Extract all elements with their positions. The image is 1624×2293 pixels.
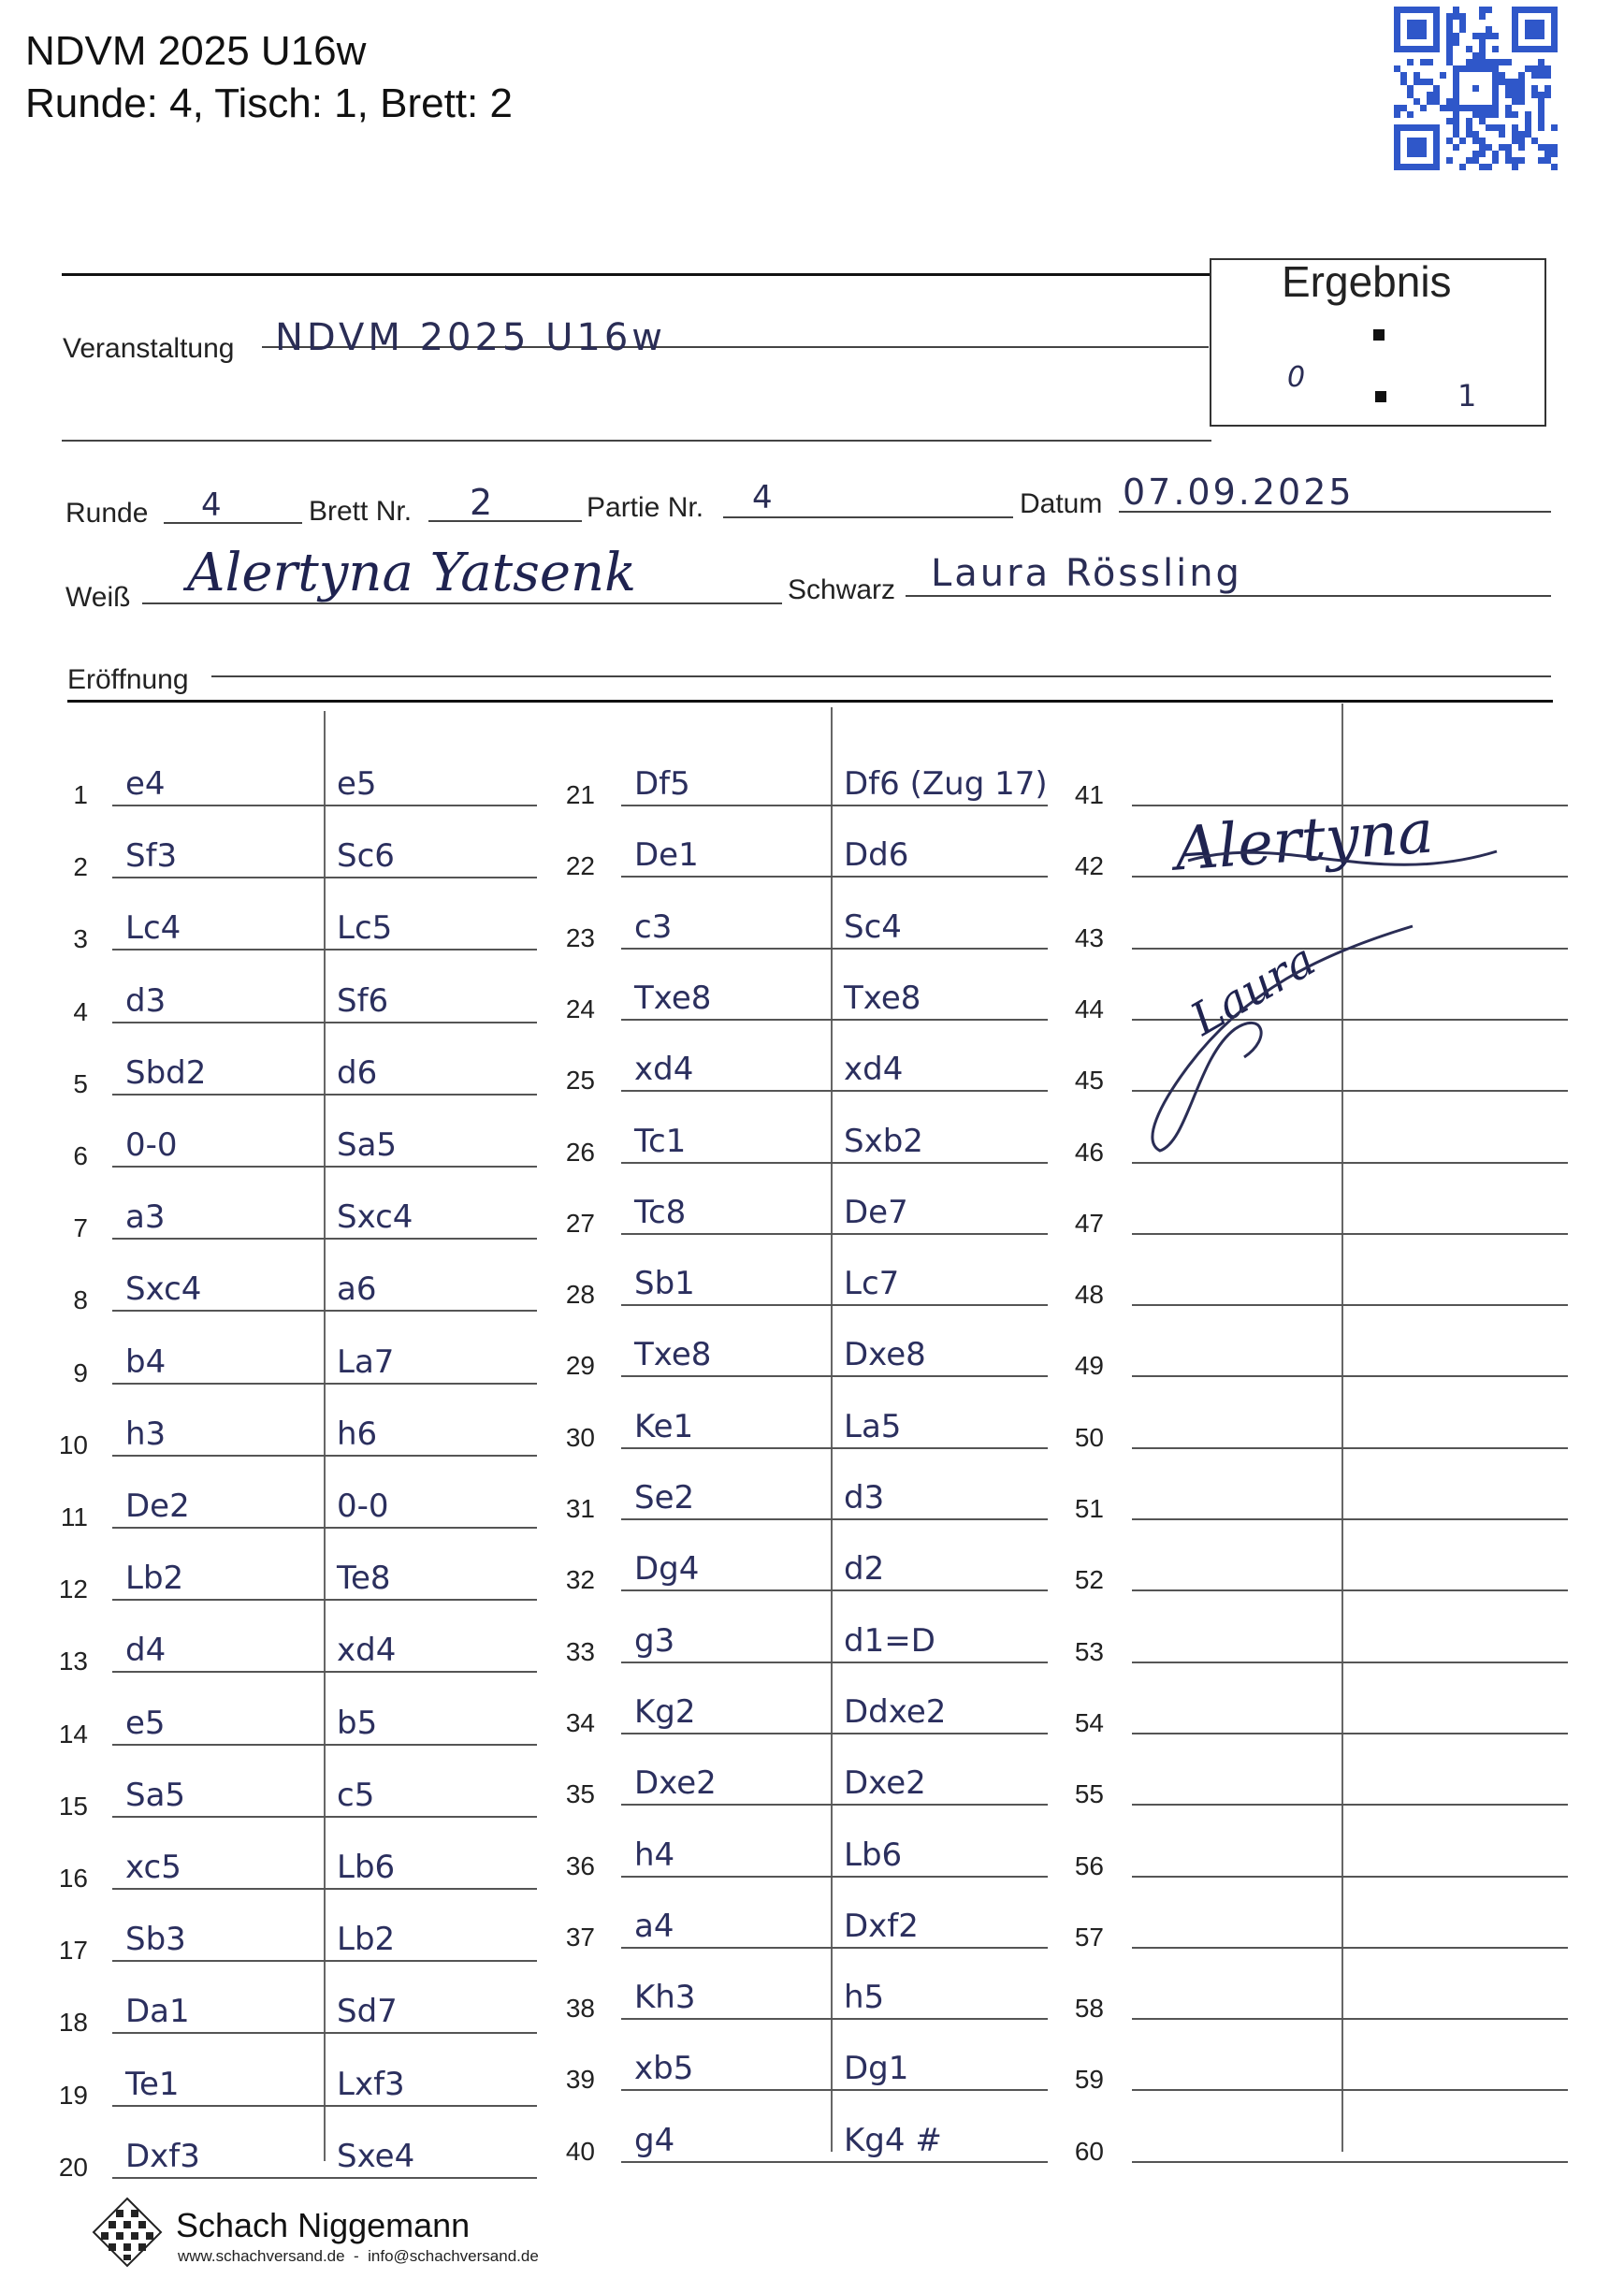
move-number: 55 — [1074, 1779, 1104, 1809]
move-number: 29 — [565, 1351, 595, 1381]
schwarz-value: Laura Rössling — [931, 552, 1242, 595]
move-black: Dxe8 — [844, 1336, 926, 1374]
move-line — [1132, 1589, 1568, 1591]
move-number: 1 — [73, 780, 88, 809]
move-line — [112, 1238, 537, 1240]
move-number: 34 — [565, 1707, 595, 1737]
ergebnis-white-score: 0 — [1287, 361, 1306, 394]
ergebnis-dot-bottom — [1375, 391, 1386, 402]
move-line — [112, 2032, 537, 2034]
move-number: 31 — [565, 1494, 595, 1523]
move-line — [621, 1733, 1048, 1734]
move-white: a3 — [125, 1198, 166, 1237]
move-white: Dxf3 — [125, 2137, 200, 2175]
veranstaltung-value: NDVM 2025 U16w — [275, 316, 667, 359]
move-black: xd4 — [844, 1051, 904, 1089]
form-rule-below-event — [62, 440, 1211, 442]
move-white: a4 — [634, 1907, 674, 1945]
black-signature-flourish — [1132, 917, 1431, 1160]
move-black: La7 — [337, 1342, 395, 1381]
move-line — [112, 805, 537, 806]
move-black: Sd7 — [337, 1993, 398, 2031]
move-number: 14 — [58, 1719, 88, 1749]
move-black: Lxf3 — [337, 2065, 405, 2103]
move-white: e4 — [125, 765, 166, 803]
move-white: Sb3 — [125, 1921, 186, 1959]
qr-code-icon — [1392, 6, 1562, 170]
move-line — [1132, 1662, 1568, 1663]
move-black: 0-0 — [337, 1488, 389, 1525]
move-line — [621, 1662, 1048, 1663]
move-number: 17 — [58, 1936, 88, 1966]
move-black: Df6 (Zug 17) — [844, 765, 1048, 803]
ergebnis-label: Ergebnis — [1282, 257, 1452, 306]
black-signature: Laura — [1182, 934, 1325, 1046]
move-white: Lc4 — [125, 909, 181, 948]
move-number: 33 — [565, 1636, 595, 1666]
move-column-divider — [831, 707, 833, 2152]
move-white: Sbd2 — [125, 1053, 207, 1092]
move-number: 4 — [73, 996, 88, 1026]
move-black: h5 — [844, 1979, 885, 2017]
move-number: 59 — [1074, 2065, 1104, 2095]
move-white: e5 — [125, 1704, 166, 1742]
partie-label: Partie Nr. — [587, 492, 704, 523]
move-black: Dg1 — [844, 2050, 909, 2088]
move-white: h4 — [634, 1836, 675, 1874]
move-line — [1132, 1447, 1568, 1449]
move-number: 49 — [1074, 1351, 1104, 1381]
move-number: 26 — [565, 1137, 595, 1167]
ergebnis-dot-top — [1373, 329, 1385, 341]
move-white: Df5 — [634, 765, 690, 803]
move-number: 57 — [1074, 1922, 1104, 1952]
move-number: 27 — [565, 1208, 595, 1238]
move-black: Sf6 — [337, 981, 389, 1020]
move-line — [112, 1744, 537, 1746]
move-line — [621, 1447, 1048, 1449]
move-number: 41 — [1074, 780, 1104, 809]
move-black: h6 — [337, 1415, 378, 1453]
schwarz-label: Schwarz — [788, 574, 896, 605]
move-black: d3 — [844, 1479, 885, 1517]
move-number: 56 — [1074, 1850, 1104, 1880]
move-white: Tc1 — [634, 1122, 687, 1160]
move-line — [112, 1671, 537, 1673]
move-line — [112, 1816, 537, 1818]
move-number: 60 — [1074, 2136, 1104, 2166]
move-line — [112, 949, 537, 951]
move-line — [1132, 1375, 1568, 1377]
move-black: Sxb2 — [844, 1122, 923, 1160]
move-number: 12 — [58, 1575, 88, 1604]
move-black: La5 — [844, 1407, 902, 1445]
move-number: 43 — [1074, 922, 1104, 952]
move-white: Dxe2 — [634, 1764, 717, 1803]
move-black: e5 — [337, 765, 377, 803]
move-line — [621, 2089, 1048, 2091]
move-number: 19 — [58, 2080, 88, 2110]
move-white: Da1 — [125, 1993, 190, 2031]
move-black: a6 — [337, 1270, 377, 1309]
move-line — [112, 2177, 537, 2179]
move-number: 8 — [73, 1285, 88, 1315]
move-black: Te8 — [337, 1560, 391, 1598]
move-number: 21 — [565, 780, 595, 809]
move-black: Dxf2 — [844, 1907, 919, 1945]
move-line — [112, 1888, 537, 1890]
move-line — [1132, 1804, 1568, 1806]
move-black: Lc7 — [844, 1265, 900, 1303]
move-white: h3 — [125, 1415, 167, 1453]
move-number: 36 — [565, 1850, 595, 1880]
move-black: Dxe2 — [844, 1764, 926, 1803]
move-number: 48 — [1074, 1280, 1104, 1310]
move-number: 50 — [1074, 1422, 1104, 1452]
eroeffnung-label: Eröffnung — [67, 664, 189, 695]
move-number: 54 — [1074, 1707, 1104, 1737]
move-line — [112, 1383, 537, 1385]
move-line — [621, 1876, 1048, 1878]
move-line — [1132, 1304, 1568, 1306]
white-signature-flourish — [1169, 823, 1506, 898]
move-line — [621, 805, 1048, 806]
brett-label: Brett Nr. — [309, 496, 413, 527]
move-line — [621, 2161, 1048, 2163]
weiss-label: Weiß — [65, 582, 131, 613]
move-black: Ddxe2 — [844, 1692, 947, 1731]
move-white: Txe8 — [634, 979, 712, 1017]
move-black: Lb6 — [844, 1836, 903, 1874]
move-line — [112, 1599, 537, 1601]
move-white: De1 — [634, 836, 699, 875]
move-line — [1132, 2089, 1568, 2091]
move-white: b4 — [125, 1342, 167, 1381]
move-black: c5 — [337, 1776, 375, 1814]
datum-label: Datum — [1020, 488, 1103, 519]
move-white: Kg2 — [634, 1692, 696, 1731]
move-line — [112, 1022, 537, 1023]
white-signature: Alertyna — [1172, 797, 1436, 885]
move-line — [1132, 2018, 1568, 2020]
footer-brand: Schach Niggemann — [176, 2206, 471, 2244]
move-line — [112, 1527, 537, 1529]
move-line — [112, 1455, 537, 1457]
move-black: Kg4 # — [844, 2121, 942, 2159]
move-number: 15 — [58, 1791, 88, 1821]
header-subtitle: Runde: 4, Tisch: 1, Brett: 2 — [25, 80, 513, 126]
move-line — [621, 2018, 1048, 2020]
move-line — [1132, 1518, 1568, 1520]
brett-value: 2 — [470, 482, 493, 523]
move-line — [621, 1589, 1048, 1591]
move-number: 45 — [1074, 1066, 1104, 1096]
ergebnis-black-score: 1 — [1457, 378, 1477, 414]
move-column-divider — [324, 711, 326, 2161]
move-number: 32 — [565, 1565, 595, 1595]
move-line — [112, 877, 537, 878]
datum-value: 07.09.2025 — [1123, 472, 1355, 513]
move-white: Sb1 — [634, 1265, 695, 1303]
move-black: xd4 — [337, 1632, 397, 1670]
move-number: 20 — [58, 2152, 88, 2182]
move-black: b5 — [337, 1704, 378, 1742]
move-number: 47 — [1074, 1208, 1104, 1238]
move-black: Sc4 — [844, 907, 902, 946]
move-number: 53 — [1074, 1636, 1104, 1666]
move-black: Lc5 — [337, 909, 393, 948]
veranstaltung-label: Veranstaltung — [63, 333, 235, 364]
move-number: 35 — [565, 1779, 595, 1809]
move-number: 42 — [1074, 851, 1104, 881]
move-white: g3 — [634, 1621, 675, 1660]
move-number: 52 — [1074, 1565, 1104, 1595]
move-line — [112, 1094, 537, 1096]
move-black: d1=D — [844, 1621, 935, 1660]
move-white: Kh3 — [634, 1979, 696, 2017]
move-number: 25 — [565, 1066, 595, 1096]
move-line — [1132, 1233, 1568, 1235]
partie-line — [723, 516, 1013, 518]
move-black: d2 — [844, 1550, 885, 1589]
move-white: De2 — [125, 1488, 190, 1525]
move-number: 51 — [1074, 1494, 1104, 1523]
move-white: xc5 — [125, 1849, 181, 1886]
move-number: 10 — [58, 1429, 88, 1459]
move-black: Lb6 — [337, 1849, 396, 1886]
move-white: xb5 — [634, 2050, 694, 2088]
move-white: xd4 — [634, 1051, 694, 1089]
move-white: d3 — [125, 981, 167, 1020]
move-number: 7 — [73, 1213, 88, 1243]
move-number: 44 — [1074, 994, 1104, 1023]
move-line — [621, 1518, 1048, 1520]
move-white: g4 — [634, 2121, 675, 2159]
move-number: 24 — [565, 994, 595, 1023]
move-white: c3 — [634, 907, 673, 946]
move-line — [112, 1166, 537, 1168]
move-number: 22 — [565, 851, 595, 881]
move-white: Se2 — [634, 1479, 695, 1517]
move-line — [621, 1375, 1048, 1377]
move-line — [1132, 2161, 1568, 2163]
move-number: 5 — [73, 1068, 88, 1098]
move-white: Ke1 — [634, 1407, 694, 1445]
move-number: 6 — [73, 1141, 88, 1170]
move-line — [621, 1019, 1048, 1021]
move-line — [112, 1310, 537, 1312]
move-black: De7 — [844, 1193, 908, 1231]
move-number: 38 — [565, 1994, 595, 2024]
move-white: Txe8 — [634, 1336, 712, 1374]
move-number: 40 — [565, 2136, 595, 2166]
move-white: Sa5 — [125, 1776, 186, 1814]
move-black: Txe8 — [844, 979, 921, 1017]
move-black: Lb2 — [337, 1921, 396, 1959]
partie-value: 4 — [752, 479, 773, 516]
runde-value: 4 — [201, 486, 222, 524]
weiss-value: Alertyna Yatsenk — [187, 543, 637, 603]
move-black: Dd6 — [844, 836, 909, 875]
header-title: NDVM 2025 U16w — [25, 28, 367, 74]
move-white: Tc8 — [634, 1193, 687, 1231]
move-line — [621, 1162, 1048, 1164]
move-number: 23 — [565, 922, 595, 952]
eroeffnung-line — [211, 675, 1551, 677]
move-line — [621, 1804, 1048, 1806]
move-number: 28 — [565, 1280, 595, 1310]
runde-line — [164, 522, 302, 524]
move-white: Dg4 — [634, 1550, 700, 1589]
move-number: 39 — [565, 2065, 595, 2095]
move-number: 13 — [58, 1647, 88, 1676]
footer-contact: www.schachversand.de - info@schachversand.de — [178, 2247, 539, 2265]
move-black: Sxe4 — [337, 2137, 415, 2175]
move-line — [621, 1304, 1048, 1306]
move-black: Sa5 — [337, 1126, 398, 1164]
move-line — [1132, 1733, 1568, 1734]
move-number: 46 — [1074, 1137, 1104, 1167]
move-line — [621, 1233, 1048, 1235]
move-number: 37 — [565, 1922, 595, 1952]
move-black: d6 — [337, 1053, 378, 1092]
move-line — [112, 1960, 537, 1962]
move-number: 2 — [73, 852, 88, 882]
move-black: Sxc4 — [337, 1198, 413, 1237]
move-number: 9 — [73, 1357, 88, 1387]
move-white: Sf3 — [125, 837, 178, 876]
move-white: Te1 — [125, 2065, 180, 2103]
moves-top-rule — [67, 700, 1553, 703]
move-white: Lb2 — [125, 1560, 184, 1598]
move-line — [621, 876, 1048, 878]
move-line — [621, 1090, 1048, 1092]
move-line — [621, 1947, 1048, 1949]
move-number: 3 — [73, 924, 88, 954]
move-number: 30 — [565, 1422, 595, 1452]
chess-logo-icon — [90, 2195, 165, 2270]
brett-line — [428, 520, 582, 522]
move-black: Sc6 — [337, 837, 395, 876]
move-line — [1132, 1162, 1568, 1164]
move-white: Sxc4 — [125, 1270, 202, 1309]
move-number: 11 — [60, 1502, 88, 1531]
move-white: 0-0 — [125, 1126, 178, 1164]
move-number: 58 — [1074, 1994, 1104, 2024]
move-line — [1132, 1876, 1568, 1878]
move-number: 16 — [58, 1864, 88, 1893]
move-white: d4 — [125, 1632, 167, 1670]
move-number: 18 — [58, 2008, 88, 2038]
move-line — [112, 2105, 537, 2107]
form-top-rule — [62, 273, 1211, 276]
schwarz-line — [906, 595, 1551, 597]
runde-label: Runde — [65, 498, 149, 529]
move-line — [621, 948, 1048, 950]
move-line — [1132, 1947, 1568, 1949]
